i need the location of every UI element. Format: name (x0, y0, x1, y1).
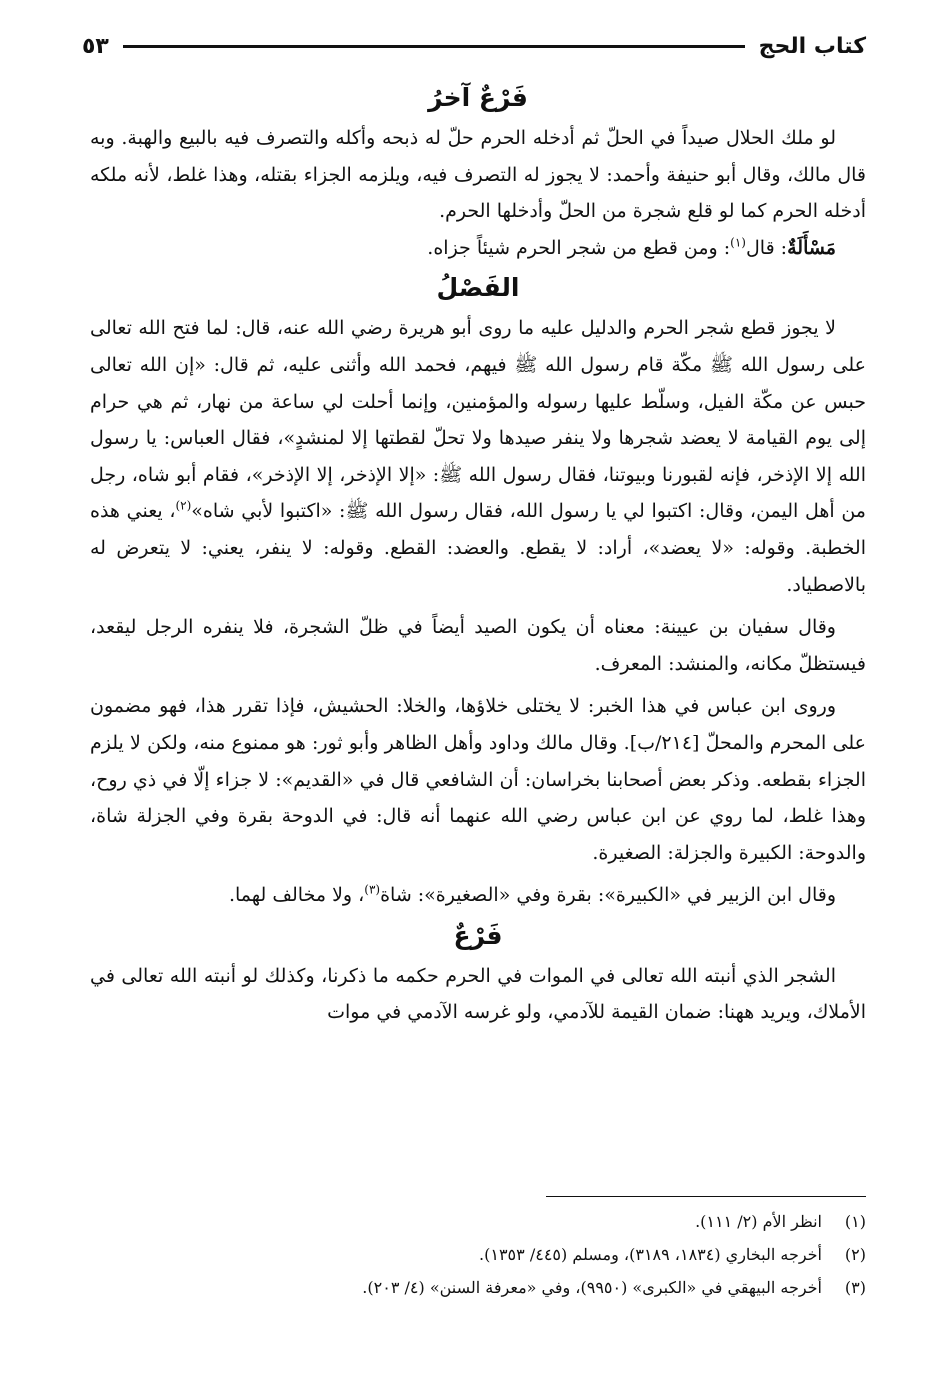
footnote-text: انظر الأم (٢/ ١١١). (695, 1212, 822, 1231)
page-number: ٥٣ (82, 33, 109, 59)
footnote-ref-1: (١) (730, 235, 746, 250)
paragraph-sufyan: وقال سفيان بن عيينة: معناه أن يكون الصيد أيضاً في ظلّ الشجرة، فلا ينفره الرجل ليقعد، فيستظلّ مكانه، والمنشد: المعرف. (90, 616, 866, 675)
ibn-zubair-text-a: وقال ابن الزبير في «الكبيرة»: بقرة وفي «الصغيرة»: شاة (380, 884, 836, 907)
paragraph-hadith (90, 310, 866, 603)
footnote-2 (90, 1238, 866, 1271)
header-rule (123, 45, 745, 48)
footnotes (90, 1196, 866, 1304)
footnote-number: (٣) (844, 1278, 866, 1297)
masala-text-b: : ومن قطع من شجر الحرم شيئاً جزاه. (427, 236, 731, 259)
hadith-text-b: ، يعني هذه الخطبة. وقوله: «لا يعضد»، أراد: لا يقطع. والعضد: القطع. وقوله: لا ينفر، يعني: لا يتعرض له بالاصطياد. (90, 500, 866, 596)
footnote-number: (٢) (844, 1245, 866, 1264)
footnote-number: (١) (844, 1212, 866, 1231)
paragraph-masala (90, 230, 866, 267)
footnote-text: أخرجه البخاري (١٨٣٤، ٣١٨٩)، ومسلم (٤٤٥/ ١٣٥٣). (479, 1245, 822, 1264)
section-heading-far-akhar: فَرْعٌ آخرُ (428, 83, 528, 112)
paragraph-trees: الشجر الذي أنبته الله تعالى في الموات في الحرم حكمه ما ذكرنا، وكذلك لو أنبته الله تعالى في الأملاك، ويريد ههنا: ضمان القيمة للآدمي، ولو غرسه الآدمي في موات (90, 964, 866, 1024)
ibn-zubair-text-b: ، ولا مخالف لهما. (228, 884, 365, 907)
section-heading-far: فَرْعٌ (453, 920, 503, 950)
book-chapter-title: كتاب الحج (758, 33, 866, 59)
paragraph-1: لو ملك الحلال صيداً في الحلّ ثم أدخله الحرم حلّ له ذبحه وأكله والتصرف فيه بالبيع والهبة. وبه قال مالك، وقال أبو حنيفة وأحمد: لا يجوز له التصرف فيه، ويلزمه الجزاء بقتله، وهذا غلط، لأنه ملكه أدخله الحرم كما لو قلع شجرة من الحلّ وأدخلها الحرم. (90, 127, 866, 223)
paragraph-ibn-zubair (90, 877, 866, 914)
masala-label: مَسْأَلَةٌ (787, 236, 836, 259)
footnote-ref-3: (٣) (364, 882, 381, 897)
section-heading-fasl: الفَصْلُ (436, 273, 520, 303)
footnote-text: أخرجه البيهقي في «الكبرى» (٩٩٥٠)، وفي «معرفة السنن» (٤/ ٢٠٣). (362, 1278, 822, 1297)
footnote-ref-2: (٢) (175, 499, 192, 514)
footnote-3 (90, 1271, 866, 1304)
page-body (90, 76, 866, 1031)
hadith-text-a: لا يجوز قطع شجر الحرم والدليل عليه ما روى أبو هريرة رضي الله عنه، قال: لما فتح الله تعالى على رسول الله ﷺ مكّة قام رسول الله ﷺ فيهم، فحمد الله وأثنى عليه، ثم قال: «إن الله تعالى حبس عن مكّة الفيل، وسلّط عليها رسوله والمؤمنين، وإنما أحلت لي ساعة من نهار، ثم هي حرام إلى يوم القيامة لا يعضد شجرها ولا ينفر صيدها ولا تحلّ لقطتها إلا لمنشدٍ»، فقال العباس: يا رسول الله إلا الإذخر، فإنه لقبورنا وبيوتنا، فقال رسول الله ﷺ: «إلا الإذخر، إلا الإذخر»، فقام أبو شاه، رجل من أهل اليمن، وقال: اكتبوا لي يا رسول الله، فقال رسول الله ﷺ: «اكتبوا لأبي شاه» (90, 317, 866, 523)
masala-text-a: : قال (745, 236, 788, 259)
running-header (82, 30, 866, 62)
footnote-separator (546, 1196, 866, 1197)
footnote-1 (90, 1205, 866, 1238)
paragraph-ibn-abbas: وروى ابن عباس في هذا الخبر: لا يختلى خلاؤها، والخلا: الحشيش، فإذا تقرر هذا، فهو مضمون على المحرم والمحلّ [٢١٤/ب]. وقال مالك وداود وأهل الظاهر وأبو ثور: هو ممنوع منه، ولكن لا يلزم الجزاء بقطعه. وذكر بعض أصحابنا بخراسان: أن الشافعي قال في «القديم»: لا جزاء إلّا في ذي روح، وهذا غلط، لما روي عن ابن عباس رضي الله عنهما أنه قال: في الدوحة بقرة وفي الجزلة شاة، والدوحة: الكبيرة والجزلة: الصغيرة. (90, 695, 866, 864)
